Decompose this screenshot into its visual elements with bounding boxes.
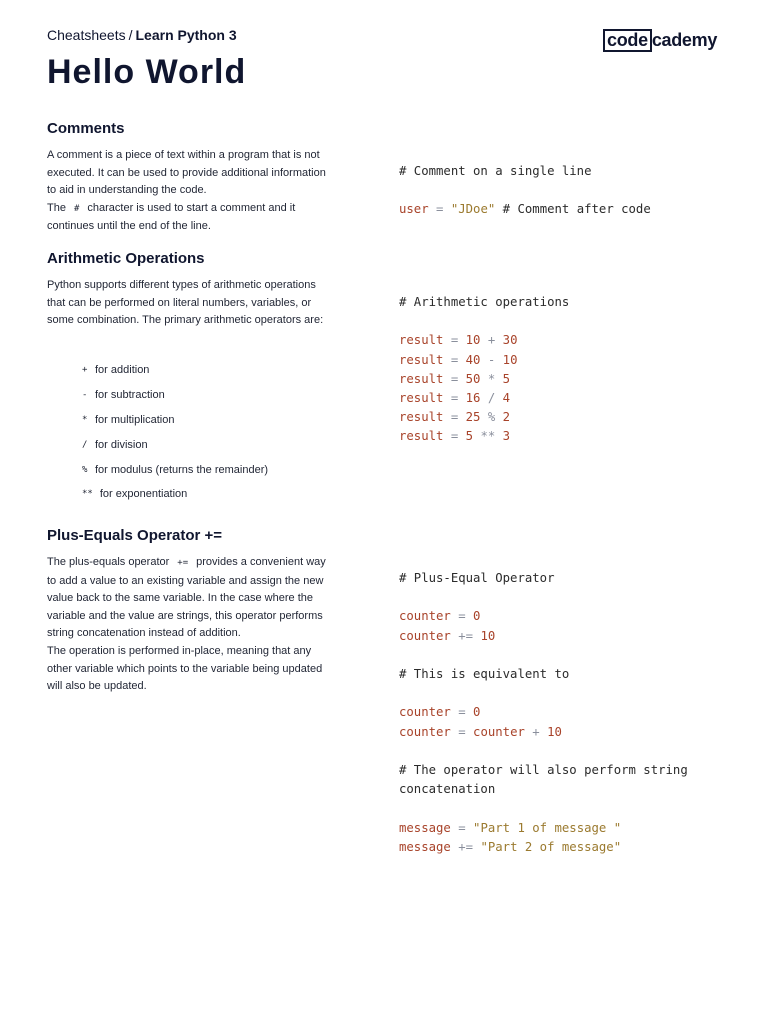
code-comment: # Comment after code [502, 202, 651, 217]
code-number: 10 [547, 724, 562, 739]
code-var-result: result [399, 391, 444, 406]
code-number: 2 [502, 410, 511, 425]
code-number: 0 [473, 609, 481, 624]
operator-label: for modulus (returns the remainder) [95, 463, 269, 476]
code-operator: = [458, 820, 466, 835]
code-var-user: user [399, 202, 429, 217]
breadcrumb [47, 26, 246, 44]
code-var-result: result [399, 429, 444, 444]
code-number: 3 [502, 429, 511, 444]
breadcrumb-cheatsheets-link[interactable]: Cheatsheets [47, 27, 126, 43]
operator-label: for addition [95, 364, 150, 377]
comments-p2-before: The [47, 201, 66, 214]
operator-label: for division [95, 438, 148, 451]
code-number: 4 [502, 391, 511, 406]
code-comment: # Plus-Equal Operator [399, 571, 555, 585]
code-number: 25 [465, 410, 481, 425]
code-var-result: result [399, 333, 444, 348]
list-item [82, 432, 268, 457]
code-var-message: message [399, 820, 451, 835]
logo-code-box: code [603, 29, 652, 52]
code-var-result: result [399, 371, 444, 386]
code-operator: ** [480, 429, 496, 444]
code-number: 0 [473, 705, 481, 720]
code-var-counter: counter [399, 609, 451, 624]
code-number: 30 [502, 333, 518, 348]
operator-label: for multiplication [95, 413, 175, 426]
operator-symbol: ** [82, 489, 93, 500]
code-comment: # The operator will also perform string [399, 763, 688, 778]
code-number: 10 [480, 628, 496, 643]
code-comment: # This is equivalent to [399, 667, 570, 682]
comments-paragraph-2 [47, 200, 337, 236]
comments-heading: Comments [47, 120, 125, 137]
page-header [47, 26, 246, 92]
code-operator: * [487, 371, 496, 386]
code-number: 10 [502, 352, 518, 367]
plus-equals-description [47, 554, 337, 696]
list-item [82, 482, 268, 507]
comments-description [47, 147, 337, 236]
plus-equals-p1-after: provides a convenient way to add a value to an existing variable and assign the new value back to the same variable. In the case where the variable and the value are strings, this operator performs string concatenation instead of addition. [47, 556, 326, 640]
list-item [82, 383, 268, 408]
operator-label: for subtraction [95, 389, 165, 402]
operator-symbol: - [82, 390, 88, 401]
code-operator: % [487, 410, 496, 425]
plus-equals-heading: Plus-Equals Operator += [47, 527, 223, 544]
inline-code-hash: # [73, 203, 80, 214]
breadcrumb-separator: / [128, 27, 133, 43]
comments-code-block [399, 162, 651, 220]
inline-code-plus-equals: += [177, 558, 189, 568]
code-number: 10 [465, 333, 481, 348]
code-operator: = [436, 202, 444, 217]
page-title: Hello World [47, 53, 247, 91]
plus-equals-paragraph-2: The operation is performed in-place, meaning that any other variable which points to the variable being updated will also be updated. [47, 644, 323, 693]
logo-cademy-text: cademy [651, 30, 718, 50]
arithmetic-code-block [399, 293, 569, 447]
plus-equals-p1-before: The plus-equals operator [47, 556, 170, 568]
code-operator: += [458, 839, 474, 854]
code-operator: = [450, 429, 459, 444]
code-var-counter: counter [473, 724, 525, 739]
operator-symbol: * [82, 414, 88, 425]
operator-symbol: / [82, 439, 88, 450]
arithmetic-heading: Arithmetic Operations [47, 250, 205, 267]
code-comment: # Arithmetic operations [399, 295, 570, 309]
code-operator: - [487, 352, 496, 367]
code-operator: = [450, 352, 459, 367]
code-operator: = [458, 705, 466, 720]
operator-symbol: + [82, 365, 88, 376]
arithmetic-paragraph: Python supports different types of arithmetic operations that can be performed on literal numbers, variables, or some combination. The primary arithmetic operators are: [47, 279, 324, 327]
code-comment: # Comment on a single line [399, 164, 592, 178]
list-item [82, 358, 268, 383]
operator-list [82, 358, 268, 507]
codecademy-logo[interactable] [603, 29, 717, 52]
breadcrumb-current[interactable]: Learn Python 3 [135, 27, 237, 43]
code-operator: = [450, 391, 459, 406]
arithmetic-description [47, 277, 337, 330]
code-var-counter: counter [399, 724, 451, 739]
code-var-result: result [399, 410, 444, 425]
code-operator: + [532, 724, 540, 739]
list-item [82, 457, 268, 482]
code-number: 5 [502, 371, 511, 386]
comments-p2-after: character is used to start a comment and it continues until the end of the line. [47, 201, 296, 233]
code-string: "JDoe" [450, 202, 496, 217]
code-operator: = [450, 371, 459, 386]
code-number: 50 [465, 371, 481, 386]
code-operator: / [487, 391, 496, 406]
plus-equals-paragraph-1 [47, 554, 337, 643]
operator-symbol: % [82, 464, 88, 475]
code-comment: concatenation [399, 782, 496, 797]
code-var-counter: counter [399, 628, 451, 643]
code-operator: = [458, 609, 466, 624]
code-operator: = [450, 410, 459, 425]
code-number: 40 [465, 352, 481, 367]
code-operator: + [487, 333, 496, 348]
comments-paragraph-1: A comment is a piece of text within a program that is not executed. It can be used to provide additional information to aid in understanding the code. [47, 149, 326, 197]
plus-equals-code-block [399, 569, 688, 857]
code-number: 5 [465, 429, 474, 444]
code-operator: += [458, 628, 474, 643]
code-operator: = [450, 333, 459, 348]
list-item [82, 408, 268, 433]
code-var-counter: counter [399, 705, 451, 720]
code-var-message: message [399, 839, 451, 854]
code-number: 16 [465, 391, 481, 406]
code-string: "Part 1 of message " [473, 820, 622, 835]
code-string: "Part 2 of message" [480, 839, 622, 854]
code-var-result: result [399, 352, 444, 367]
operator-label: for exponentiation [99, 488, 188, 501]
code-operator: = [458, 724, 466, 739]
